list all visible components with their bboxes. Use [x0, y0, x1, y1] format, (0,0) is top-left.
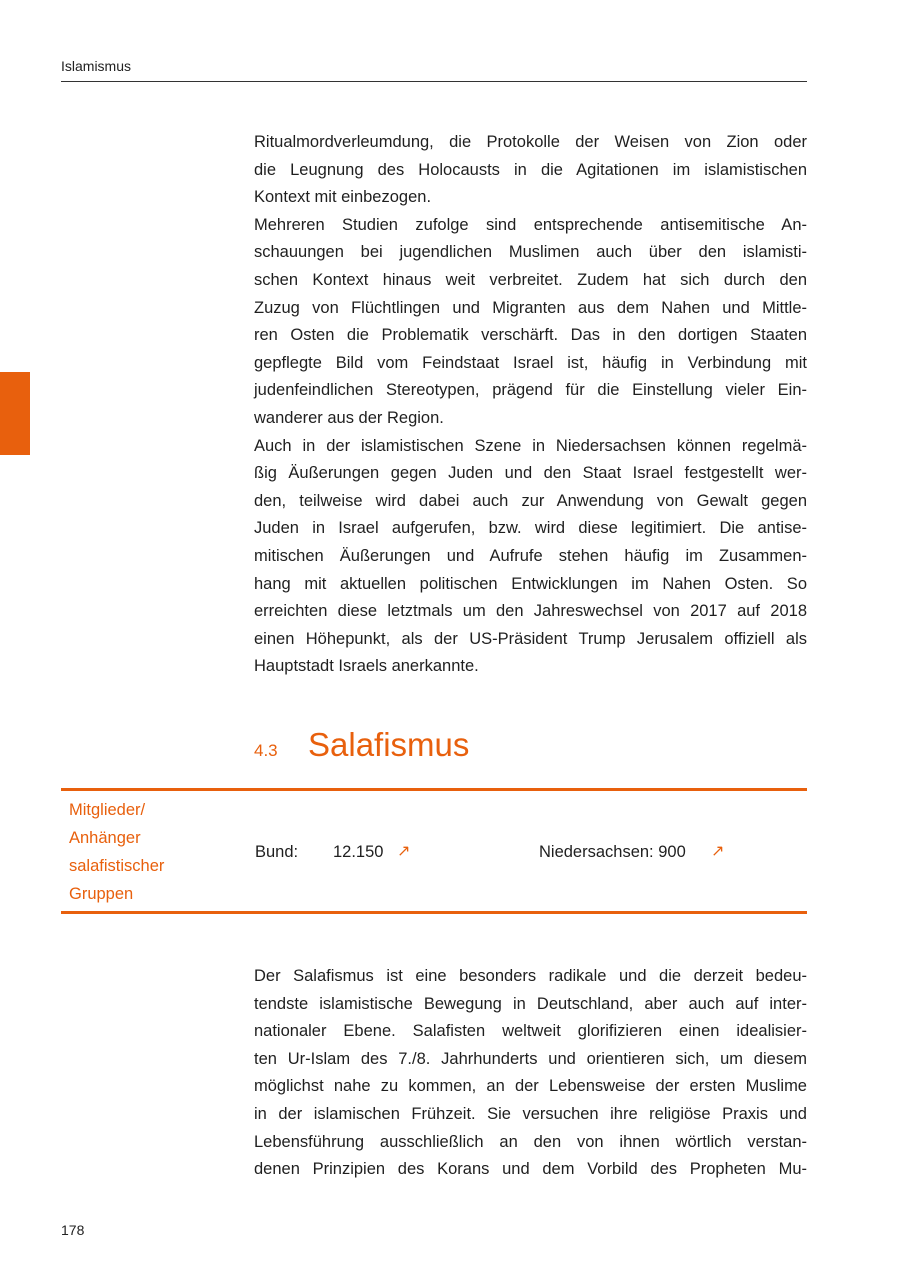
paragraph	[254, 212, 807, 433]
text-line: Mehreren Studien zufolge sind entsprechende antisemitische An-	[254, 215, 807, 234]
stat-niedersachsen: Niedersachsen: 900	[539, 843, 686, 861]
text-line: ren Osten die Problematik verschärft. Das in den dortigen Staaten	[254, 326, 807, 345]
stats-label-line: salafistischer	[69, 857, 165, 875]
text-line: Lebensführung ausschließlich an den von ihnen wörtlich verstan-	[254, 1132, 807, 1151]
paragraph	[254, 433, 807, 681]
text-line: wanderer aus der Region.	[254, 408, 444, 427]
text-line: denen Prinzipien des Korans und dem Vorbild des Propheten Mu-	[254, 1160, 807, 1179]
text-line: erreichten diese letztmals um den Jahreswechsel von 2017 auf 2018	[254, 602, 807, 621]
header-rule	[61, 81, 807, 82]
trend-up-arrow-icon: ↗	[711, 843, 725, 860]
text-line: Der Salafismus ist eine besonders radikale und die derzeit bedeu-	[254, 967, 807, 985]
stats-label-line: Anhänger	[69, 829, 141, 847]
text-line: Ritualmordverleumdung, die Protokolle der Weisen von Zion oder	[254, 133, 807, 151]
section-number: 4.3	[254, 741, 278, 760]
body-text-top	[254, 129, 807, 681]
text-line: tendste islamistische Bewegung in Deutschland, aber auch auf inter-	[254, 994, 807, 1013]
trend-up-arrow-icon: ↗	[397, 843, 411, 860]
stats-rule-bottom	[61, 911, 807, 914]
stats-label	[69, 796, 239, 908]
text-line: schen Kontext hinaus weit verbreitet. Zudem hat sich durch den	[254, 270, 807, 289]
text-line: ten Ur-Islam des 7./8. Jahrhunderts und orientieren sich, um diesem	[254, 1049, 807, 1068]
text-line: ßig Äußerungen gegen Juden und den Staat Israel festgestellt wer-	[254, 464, 807, 483]
text-line: gepflegte Bild vom Feindstaat Israel ist, häufig in Verbindung mit	[254, 353, 807, 372]
paragraph	[254, 129, 807, 212]
text-line: hang mit aktuellen politischen Entwicklungen im Nahen Osten. So	[254, 574, 807, 593]
text-line: Zuzug von Flüchtlingen und Migranten aus dem Nahen und Mittle-	[254, 298, 807, 317]
text-line: in der islamischen Frühzeit. Sie versuchen ihre religiöse Praxis und	[254, 1104, 807, 1123]
text-line: mitischen Äußerungen und Aufrufe stehen häufig im Zusammen-	[254, 546, 807, 565]
text-line: möglichst nahe zu kommen, an der Lebensweise der ersten Muslime	[254, 1077, 807, 1096]
paragraph	[254, 963, 807, 1184]
stat-bund-label: Bund:	[255, 843, 299, 861]
section-heading	[254, 726, 469, 764]
stats-rule-top	[61, 788, 807, 791]
text-line: Hauptstadt Israels anerkannte.	[254, 657, 479, 676]
text-line: einen Höhepunkt, als der US-Präsident Trump Jerusalem offiziell als	[254, 629, 807, 648]
text-line: schauungen bei jugendlichen Muslimen auch über den islamisti-	[254, 243, 807, 262]
text-line: Juden in Israel aufgerufen, bzw. wird diese legitimiert. Die antise-	[254, 519, 807, 538]
body-text-bottom	[254, 963, 807, 1184]
text-line: die Leugnung des Holocausts in die Agitationen im islamistischen	[254, 160, 807, 179]
text-line: judenfeindlichen Stereotypen, prägend für die Einstellung vieler Ein-	[254, 381, 807, 400]
chapter-side-tab	[0, 372, 30, 455]
text-line: Auch in der islamistischen Szene in Niedersachsen können regelmä-	[254, 436, 807, 455]
stat-bund-value: 12.150	[333, 843, 384, 861]
text-line: nationaler Ebene. Salafisten weltweit glorifizieren einen idealisier-	[254, 1022, 807, 1041]
running-head: Islamismus	[61, 58, 132, 74]
text-line: Kontext mit einbezogen.	[254, 188, 432, 207]
stats-label-line: Mitglieder/	[69, 801, 146, 819]
stats-label-line: Gruppen	[69, 885, 134, 903]
page-number: 178	[61, 1222, 85, 1238]
text-line: den, teilweise wird dabei auch zur Anwendung von Gewalt gegen	[254, 491, 807, 510]
section-title: Salafismus	[308, 726, 470, 763]
